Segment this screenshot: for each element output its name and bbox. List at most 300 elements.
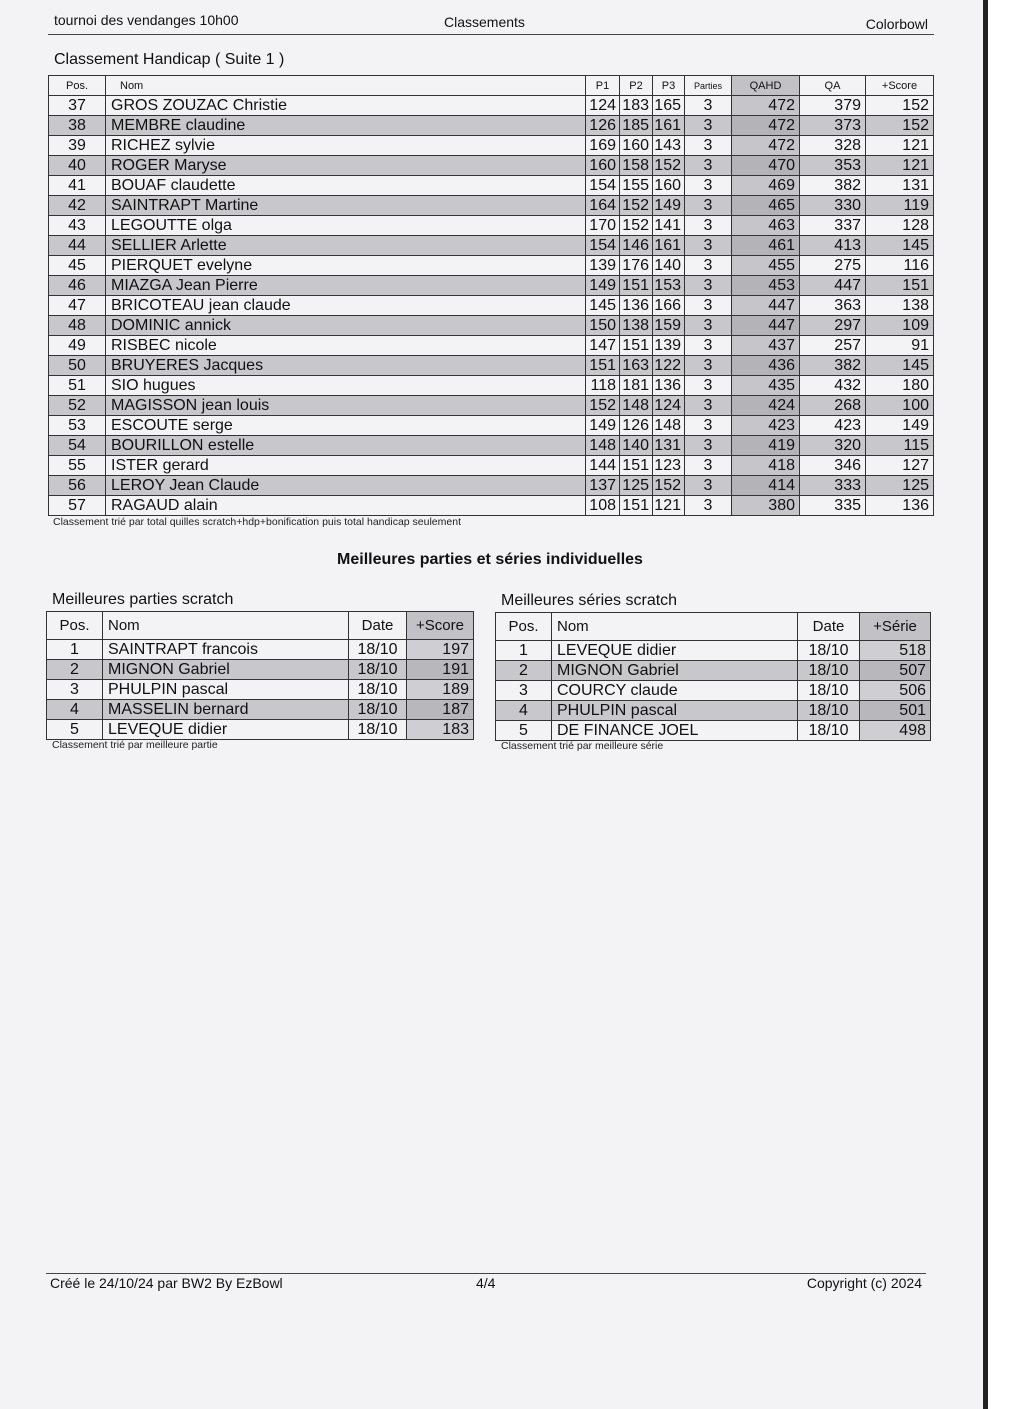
cell-nom: ISTER gerard bbox=[106, 456, 586, 476]
cell-nom: ROGER Maryse bbox=[106, 156, 586, 176]
cell-nom: RISBEC nicole bbox=[106, 336, 586, 356]
col-date: Date bbox=[349, 612, 407, 640]
cell-score: 128 bbox=[866, 216, 934, 236]
cell-nom: SAINTRAPT francois bbox=[103, 640, 349, 660]
page-edge bbox=[983, 0, 988, 1409]
cell-qahd: 465 bbox=[732, 196, 800, 216]
cell-qahd: 472 bbox=[732, 136, 800, 156]
page-margin bbox=[988, 0, 1024, 1409]
cell-nom: PHULPIN pascal bbox=[552, 701, 798, 721]
cell-pos: 46 bbox=[49, 276, 106, 296]
cell-nom: MIAZGA Jean Pierre bbox=[106, 276, 586, 296]
cell-score: 121 bbox=[866, 136, 934, 156]
table-row bbox=[49, 136, 934, 156]
cell-qahd: 470 bbox=[732, 156, 800, 176]
cell-serie: 506 bbox=[860, 681, 931, 701]
col-p3: P3 bbox=[653, 76, 685, 96]
cell-serie: 518 bbox=[860, 641, 931, 661]
cell-nom: SAINTRAPT Martine bbox=[106, 196, 586, 216]
cell-p2: 125 bbox=[620, 476, 653, 496]
cell-p3: 148 bbox=[653, 416, 685, 436]
best-series-title: Meilleures séries scratch bbox=[501, 592, 678, 609]
cell-p2: 152 bbox=[620, 196, 653, 216]
cell-score: 189 bbox=[407, 680, 474, 700]
table-row bbox=[49, 196, 934, 216]
cell-nom: LEVEQUE didier bbox=[103, 720, 349, 740]
cell-qa: 382 bbox=[800, 356, 866, 376]
cell-pos: 3 bbox=[496, 681, 552, 701]
cell-score: 145 bbox=[866, 236, 934, 256]
cell-qahd: 437 bbox=[732, 336, 800, 356]
cell-nom: SIO hugues bbox=[106, 376, 586, 396]
cell-nom: GROS ZOUZAC Christie bbox=[106, 96, 586, 116]
table-row bbox=[496, 661, 931, 681]
cell-pos: 50 bbox=[49, 356, 106, 376]
table-row bbox=[496, 721, 931, 741]
cell-qahd: 423 bbox=[732, 416, 800, 436]
cell-pos: 49 bbox=[49, 336, 106, 356]
cell-parties: 3 bbox=[685, 236, 732, 256]
cell-p1: 149 bbox=[586, 416, 620, 436]
best-series-header-row bbox=[496, 613, 931, 641]
best-series-note: Classement trié par meilleure série bbox=[501, 740, 664, 752]
col-pos: Pos. bbox=[47, 612, 103, 640]
cell-pos: 45 bbox=[49, 256, 106, 276]
col-qa: QA bbox=[800, 76, 866, 96]
cell-p1: 124 bbox=[586, 96, 620, 116]
cell-parties: 3 bbox=[685, 396, 732, 416]
header-venue: Colorbowl bbox=[865, 16, 928, 32]
best-games-note: Classement trié par meilleure partie bbox=[52, 739, 218, 751]
cell-nom: LEVEQUE didier bbox=[552, 641, 798, 661]
table-row bbox=[49, 156, 934, 176]
table-row bbox=[49, 116, 934, 136]
cell-nom: SELLIER Arlette bbox=[106, 236, 586, 256]
table-row bbox=[496, 701, 931, 721]
cell-qahd: 419 bbox=[732, 436, 800, 456]
cell-p2: 176 bbox=[620, 256, 653, 276]
cell-nom: PIERQUET evelyne bbox=[106, 256, 586, 276]
table-row bbox=[49, 356, 934, 376]
cell-p1: 149 bbox=[586, 276, 620, 296]
cell-qahd: 447 bbox=[732, 296, 800, 316]
cell-score: 131 bbox=[866, 176, 934, 196]
table-row bbox=[49, 96, 934, 116]
cell-nom: RAGAUD alain bbox=[106, 496, 586, 516]
table-row bbox=[49, 496, 934, 516]
cell-qa: 353 bbox=[800, 156, 866, 176]
cell-score: 100 bbox=[866, 396, 934, 416]
cell-p1: 145 bbox=[586, 296, 620, 316]
cell-p1: 160 bbox=[586, 156, 620, 176]
cell-p1: 139 bbox=[586, 256, 620, 276]
cell-qa: 333 bbox=[800, 476, 866, 496]
col-nom: Nom bbox=[552, 613, 798, 641]
cell-qahd: 435 bbox=[732, 376, 800, 396]
cell-date: 18/10 bbox=[349, 680, 407, 700]
cell-parties: 3 bbox=[685, 456, 732, 476]
cell-p3: 143 bbox=[653, 136, 685, 156]
table-row bbox=[49, 336, 934, 356]
cell-parties: 3 bbox=[685, 316, 732, 336]
cell-p1: 164 bbox=[586, 196, 620, 216]
cell-parties: 3 bbox=[685, 356, 732, 376]
col-p1: P1 bbox=[586, 76, 620, 96]
cell-qa: 330 bbox=[800, 196, 866, 216]
cell-nom: BRICOTEAU jean claude bbox=[106, 296, 586, 316]
cell-pos: 39 bbox=[49, 136, 106, 156]
cell-qahd: 414 bbox=[732, 476, 800, 496]
cell-nom: BOURILLON estelle bbox=[106, 436, 586, 456]
cell-nom: PHULPIN pascal bbox=[103, 680, 349, 700]
cell-p1: 144 bbox=[586, 456, 620, 476]
cell-pos: 2 bbox=[496, 661, 552, 681]
table-row bbox=[47, 700, 474, 720]
cell-nom: RICHEZ sylvie bbox=[106, 136, 586, 156]
cell-p2: 160 bbox=[620, 136, 653, 156]
cell-p1: 108 bbox=[586, 496, 620, 516]
cell-nom: MIGNON Gabriel bbox=[552, 661, 798, 681]
cell-qa: 275 bbox=[800, 256, 866, 276]
handicap-title: Classement Handicap ( Suite 1 ) bbox=[54, 51, 285, 68]
cell-date: 18/10 bbox=[798, 701, 860, 721]
cell-score: 191 bbox=[407, 660, 474, 680]
cell-pos: 42 bbox=[49, 196, 106, 216]
cell-p3: 159 bbox=[653, 316, 685, 336]
cell-p2: 151 bbox=[620, 336, 653, 356]
cell-score: 152 bbox=[866, 96, 934, 116]
cell-parties: 3 bbox=[685, 336, 732, 356]
cell-qahd: 447 bbox=[732, 316, 800, 336]
cell-parties: 3 bbox=[685, 116, 732, 136]
cell-p1: 137 bbox=[586, 476, 620, 496]
cell-score: 197 bbox=[407, 640, 474, 660]
cell-score: 151 bbox=[866, 276, 934, 296]
cell-qa: 268 bbox=[800, 396, 866, 416]
cell-nom: ESCOUTE serge bbox=[106, 416, 586, 436]
cell-p3: 136 bbox=[653, 376, 685, 396]
cell-date: 18/10 bbox=[798, 721, 860, 741]
table-row bbox=[47, 720, 474, 740]
cell-nom: COURCY claude bbox=[552, 681, 798, 701]
cell-p2: 146 bbox=[620, 236, 653, 256]
table-row bbox=[49, 176, 934, 196]
best-series-table bbox=[495, 612, 931, 741]
cell-qahd: 380 bbox=[732, 496, 800, 516]
cell-date: 18/10 bbox=[349, 700, 407, 720]
cell-parties: 3 bbox=[685, 136, 732, 156]
cell-date: 18/10 bbox=[349, 720, 407, 740]
cell-qa: 382 bbox=[800, 176, 866, 196]
cell-p3: 141 bbox=[653, 216, 685, 236]
cell-qa: 335 bbox=[800, 496, 866, 516]
table-row bbox=[47, 660, 474, 680]
cell-score: 138 bbox=[866, 296, 934, 316]
cell-nom: MEMBRE claudine bbox=[106, 116, 586, 136]
cell-qahd: 472 bbox=[732, 116, 800, 136]
cell-score: 121 bbox=[866, 156, 934, 176]
cell-p1: 154 bbox=[586, 236, 620, 256]
cell-p3: 122 bbox=[653, 356, 685, 376]
cell-p1: 154 bbox=[586, 176, 620, 196]
cell-p1: 148 bbox=[586, 436, 620, 456]
handicap-header-row bbox=[49, 76, 934, 96]
cell-qa: 373 bbox=[800, 116, 866, 136]
cell-p3: 152 bbox=[653, 156, 685, 176]
cell-p3: 152 bbox=[653, 476, 685, 496]
cell-serie: 498 bbox=[860, 721, 931, 741]
cell-score: 125 bbox=[866, 476, 934, 496]
cell-p1: 150 bbox=[586, 316, 620, 336]
cell-score: 149 bbox=[866, 416, 934, 436]
cell-p1: 152 bbox=[586, 396, 620, 416]
cell-pos: 47 bbox=[49, 296, 106, 316]
cell-pos: 37 bbox=[49, 96, 106, 116]
cell-date: 18/10 bbox=[798, 661, 860, 681]
cell-p3: 131 bbox=[653, 436, 685, 456]
cell-score: 187 bbox=[407, 700, 474, 720]
cell-p1: 118 bbox=[586, 376, 620, 396]
cell-parties: 3 bbox=[685, 416, 732, 436]
cell-p3: 161 bbox=[653, 236, 685, 256]
cell-p1: 147 bbox=[586, 336, 620, 356]
cell-nom: MASSELIN bernard bbox=[103, 700, 349, 720]
table-row bbox=[49, 236, 934, 256]
cell-serie: 501 bbox=[860, 701, 931, 721]
cell-p2: 138 bbox=[620, 316, 653, 336]
page-footer bbox=[46, 1273, 926, 1298]
cell-p1: 151 bbox=[586, 356, 620, 376]
cell-p2: 151 bbox=[620, 276, 653, 296]
cell-p3: 165 bbox=[653, 96, 685, 116]
cell-score: 115 bbox=[866, 436, 934, 456]
page-header bbox=[48, 12, 934, 35]
cell-qa: 337 bbox=[800, 216, 866, 236]
cell-p3: 123 bbox=[653, 456, 685, 476]
cell-qa: 257 bbox=[800, 336, 866, 356]
cell-qa: 432 bbox=[800, 376, 866, 396]
cell-pos: 41 bbox=[49, 176, 106, 196]
cell-nom: MIGNON Gabriel bbox=[103, 660, 349, 680]
cell-parties: 3 bbox=[685, 296, 732, 316]
cell-qa: 297 bbox=[800, 316, 866, 336]
cell-pos: 52 bbox=[49, 396, 106, 416]
cell-pos: 5 bbox=[496, 721, 552, 741]
cell-pos: 44 bbox=[49, 236, 106, 256]
cell-qahd: 436 bbox=[732, 356, 800, 376]
cell-score: 152 bbox=[866, 116, 934, 136]
cell-pos: 51 bbox=[49, 376, 106, 396]
cell-nom: LEGOUTTE olga bbox=[106, 216, 586, 236]
cell-pos: 40 bbox=[49, 156, 106, 176]
cell-p3: 140 bbox=[653, 256, 685, 276]
handicap-note: Classement trié par total quilles scratch+hdp+bonification puis total handicap seulement bbox=[53, 516, 461, 528]
cell-p2: 140 bbox=[620, 436, 653, 456]
handicap-table bbox=[48, 75, 934, 516]
cell-pos: 1 bbox=[47, 640, 103, 660]
best-games-title: Meilleures parties scratch bbox=[52, 591, 234, 608]
best-section-title: Meilleures parties et séries individuelles bbox=[337, 551, 643, 568]
table-row bbox=[49, 276, 934, 296]
cell-p2: 126 bbox=[620, 416, 653, 436]
cell-score: 127 bbox=[866, 456, 934, 476]
cell-qa: 328 bbox=[800, 136, 866, 156]
page-number: 4/4 bbox=[476, 1275, 496, 1291]
cell-p2: 163 bbox=[620, 356, 653, 376]
cell-date: 18/10 bbox=[798, 641, 860, 661]
cell-score: 180 bbox=[866, 376, 934, 396]
best-games-header-row bbox=[47, 612, 474, 640]
cell-p3: 139 bbox=[653, 336, 685, 356]
cell-qahd: 461 bbox=[732, 236, 800, 256]
cell-p3: 121 bbox=[653, 496, 685, 516]
cell-pos: 4 bbox=[496, 701, 552, 721]
cell-score: 91 bbox=[866, 336, 934, 356]
col-serie: +Série bbox=[860, 613, 931, 641]
cell-date: 18/10 bbox=[349, 660, 407, 680]
col-pos: Pos. bbox=[496, 613, 552, 641]
cell-pos: 55 bbox=[49, 456, 106, 476]
cell-p2: 158 bbox=[620, 156, 653, 176]
cell-score: 109 bbox=[866, 316, 934, 336]
footer-created: Créé le 24/10/24 par BW2 By EzBowl bbox=[50, 1275, 283, 1291]
table-row bbox=[49, 416, 934, 436]
cell-parties: 3 bbox=[685, 216, 732, 236]
table-row bbox=[49, 376, 934, 396]
cell-nom: MAGISSON jean louis bbox=[106, 396, 586, 416]
cell-serie: 507 bbox=[860, 661, 931, 681]
cell-pos: 2 bbox=[47, 660, 103, 680]
cell-pos: 48 bbox=[49, 316, 106, 336]
cell-qahd: 453 bbox=[732, 276, 800, 296]
col-pos: Pos. bbox=[49, 76, 106, 96]
cell-parties: 3 bbox=[685, 496, 732, 516]
cell-qa: 379 bbox=[800, 96, 866, 116]
table-row bbox=[49, 296, 934, 316]
cell-qahd: 455 bbox=[732, 256, 800, 276]
cell-parties: 3 bbox=[685, 276, 732, 296]
cell-nom: LEROY Jean Claude bbox=[106, 476, 586, 496]
cell-pos: 56 bbox=[49, 476, 106, 496]
cell-p2: 151 bbox=[620, 456, 653, 476]
cell-score: 136 bbox=[866, 496, 934, 516]
cell-parties: 3 bbox=[685, 96, 732, 116]
cell-p3: 160 bbox=[653, 176, 685, 196]
col-date: Date bbox=[798, 613, 860, 641]
cell-p2: 148 bbox=[620, 396, 653, 416]
cell-nom: DOMINIC annick bbox=[106, 316, 586, 336]
table-row bbox=[496, 641, 931, 661]
cell-qahd: 424 bbox=[732, 396, 800, 416]
cell-date: 18/10 bbox=[349, 640, 407, 660]
col-qahd: QAHD bbox=[732, 76, 800, 96]
col-nom: Nom bbox=[103, 612, 349, 640]
table-row bbox=[47, 680, 474, 700]
col-nom: Nom bbox=[106, 76, 586, 96]
cell-score: 145 bbox=[866, 356, 934, 376]
tournament-name: tournoi des vendanges 10h00 bbox=[54, 12, 239, 28]
cell-qahd: 472 bbox=[732, 96, 800, 116]
cell-pos: 38 bbox=[49, 116, 106, 136]
cell-p2: 183 bbox=[620, 96, 653, 116]
cell-score: 183 bbox=[407, 720, 474, 740]
cell-parties: 3 bbox=[685, 436, 732, 456]
cell-pos: 53 bbox=[49, 416, 106, 436]
cell-parties: 3 bbox=[685, 196, 732, 216]
cell-nom: BOUAF claudette bbox=[106, 176, 586, 196]
table-row bbox=[496, 681, 931, 701]
cell-score: 119 bbox=[866, 196, 934, 216]
cell-pos: 1 bbox=[496, 641, 552, 661]
cell-nom: DE FINANCE JOEL bbox=[552, 721, 798, 741]
cell-qa: 423 bbox=[800, 416, 866, 436]
cell-qa: 320 bbox=[800, 436, 866, 456]
table-row bbox=[49, 316, 934, 336]
cell-p1: 126 bbox=[586, 116, 620, 136]
cell-qahd: 463 bbox=[732, 216, 800, 236]
cell-p2: 152 bbox=[620, 216, 653, 236]
cell-p2: 185 bbox=[620, 116, 653, 136]
table-row bbox=[49, 476, 934, 496]
cell-score: 116 bbox=[866, 256, 934, 276]
cell-p2: 136 bbox=[620, 296, 653, 316]
col-parties: Parties bbox=[685, 76, 732, 96]
cell-qa: 363 bbox=[800, 296, 866, 316]
table-row bbox=[49, 436, 934, 456]
table-row bbox=[49, 456, 934, 476]
col-score: +Score bbox=[407, 612, 474, 640]
table-row bbox=[49, 216, 934, 236]
table-row bbox=[49, 256, 934, 276]
cell-p3: 124 bbox=[653, 396, 685, 416]
col-p2: P2 bbox=[620, 76, 653, 96]
cell-p3: 166 bbox=[653, 296, 685, 316]
cell-pos: 3 bbox=[47, 680, 103, 700]
cell-pos: 5 bbox=[47, 720, 103, 740]
best-games-table bbox=[46, 611, 474, 740]
cell-qahd: 418 bbox=[732, 456, 800, 476]
cell-nom: BRUYERES Jacques bbox=[106, 356, 586, 376]
cell-pos: 43 bbox=[49, 216, 106, 236]
cell-p2: 155 bbox=[620, 176, 653, 196]
table-row bbox=[49, 396, 934, 416]
cell-parties: 3 bbox=[685, 156, 732, 176]
table-row bbox=[47, 640, 474, 660]
cell-qa: 346 bbox=[800, 456, 866, 476]
cell-parties: 3 bbox=[685, 376, 732, 396]
cell-p2: 151 bbox=[620, 496, 653, 516]
cell-pos: 54 bbox=[49, 436, 106, 456]
footer-copyright: Copyright (c) 2024 bbox=[806, 1275, 922, 1291]
header-section: Classements bbox=[444, 14, 525, 30]
cell-p3: 149 bbox=[653, 196, 685, 216]
cell-pos: 4 bbox=[47, 700, 103, 720]
cell-p3: 153 bbox=[653, 276, 685, 296]
cell-qa: 447 bbox=[800, 276, 866, 296]
cell-qahd: 469 bbox=[732, 176, 800, 196]
cell-p1: 169 bbox=[586, 136, 620, 156]
cell-parties: 3 bbox=[685, 476, 732, 496]
cell-p2: 181 bbox=[620, 376, 653, 396]
cell-parties: 3 bbox=[685, 176, 732, 196]
cell-pos: 57 bbox=[49, 496, 106, 516]
col-score: +Score bbox=[866, 76, 934, 96]
cell-parties: 3 bbox=[685, 256, 732, 276]
cell-date: 18/10 bbox=[798, 681, 860, 701]
cell-p3: 161 bbox=[653, 116, 685, 136]
cell-p1: 170 bbox=[586, 216, 620, 236]
cell-qa: 413 bbox=[800, 236, 866, 256]
